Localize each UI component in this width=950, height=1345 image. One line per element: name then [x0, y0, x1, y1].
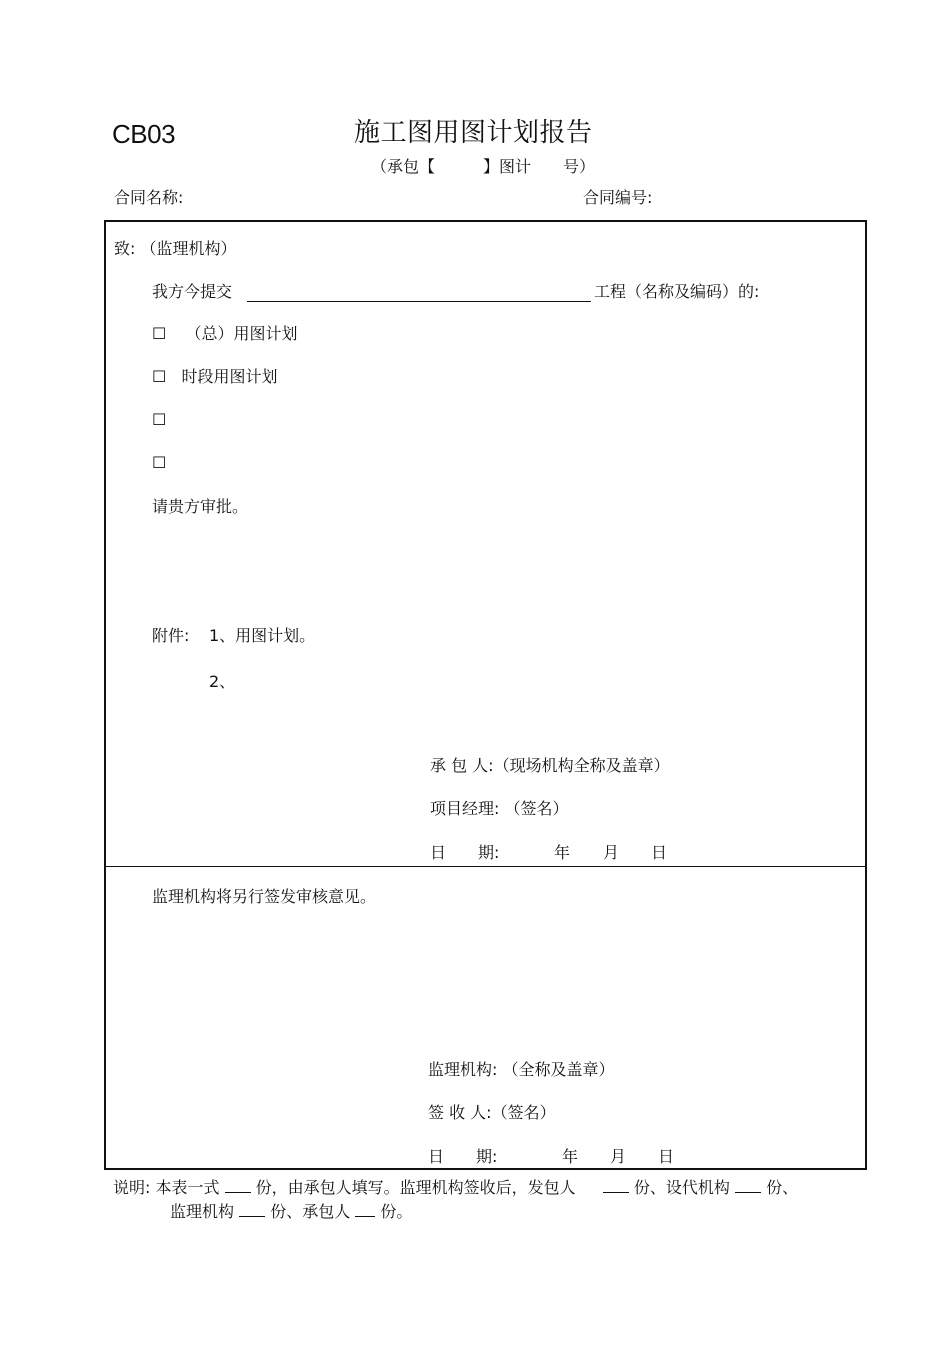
supervision-note: 监理机构将另行签发审核意见。 [152, 887, 377, 906]
footer-text: 监理机构 [170, 1202, 235, 1221]
day-label: 日 [651, 843, 668, 862]
receiver-label: 签 收 人:（签名） [428, 1103, 556, 1122]
section-divider [104, 866, 867, 867]
option-blank-2[interactable] [152, 455, 166, 471]
form-code: CB03 [112, 119, 176, 149]
footer-text: 份，由承包人填写。监理机构签收后，发包人 [255, 1178, 576, 1197]
footer-text: 份。 [380, 1202, 413, 1221]
copies-blank[interactable] [355, 1204, 375, 1217]
copies-blank[interactable] [603, 1180, 629, 1193]
option-label: （总）用图计划 [185, 324, 298, 343]
contract-number-label: 合同编号: [583, 188, 653, 207]
project-manager-label: 项目经理: （签名） [430, 799, 569, 818]
month-label: 月 [603, 843, 620, 862]
contractor-label: 承 包 人:（现场机构全称及盖章） [430, 756, 670, 775]
footer-note-line-1 [113, 1180, 798, 1196]
attachment-2: 2、 [209, 672, 236, 691]
option-label: 时段用图计划 [181, 367, 278, 386]
checkbox-icon[interactable]: ☐ [152, 453, 167, 472]
option-period-plan[interactable] [152, 369, 277, 385]
addressee-line: 致: （监理机构） [114, 239, 237, 258]
approval-request: 请贵方审批。 [152, 497, 249, 516]
footer-text: 份、设代机构 [633, 1178, 730, 1197]
submit-suffix: 工程（名称及编码）的: [594, 282, 760, 301]
date-label: 日 期: [430, 843, 500, 862]
month-label: 月 [610, 1147, 627, 1166]
year-label: 年 [562, 1147, 579, 1166]
year-label: 年 [554, 843, 571, 862]
copies-blank[interactable] [239, 1204, 265, 1217]
submit-prefix: 我方今提交 [152, 282, 233, 301]
form-number-line: （承包【 】图计 号） [371, 157, 596, 176]
contract-name-label: 合同名称: [114, 188, 184, 207]
project-name-field[interactable] [247, 301, 591, 302]
option-total-plan[interactable] [152, 326, 297, 342]
page-title: 施工图用图计划报告 [354, 118, 593, 148]
checkbox-icon[interactable]: ☐ [152, 324, 167, 343]
checkbox-icon[interactable]: ☐ [152, 367, 167, 386]
option-blank-1[interactable] [152, 412, 166, 428]
copies-blank[interactable] [225, 1180, 251, 1193]
footer-note-line-2 [170, 1204, 412, 1220]
form-box [104, 220, 867, 1170]
checkbox-icon[interactable]: ☐ [152, 410, 167, 429]
attachments-label: 附件: [152, 626, 190, 645]
day-label: 日 [658, 1147, 675, 1166]
footer-text: 份、承包人 [270, 1202, 351, 1221]
footer-text: 份、 [766, 1178, 799, 1197]
footer-text: 说明: 本表一式 [113, 1178, 220, 1197]
supervisor-label: 监理机构: （全称及盖章） [428, 1060, 615, 1079]
attachment-1: 1、用图计划。 [209, 626, 316, 645]
copies-blank[interactable] [735, 1180, 761, 1193]
date-label: 日 期: [428, 1147, 498, 1166]
